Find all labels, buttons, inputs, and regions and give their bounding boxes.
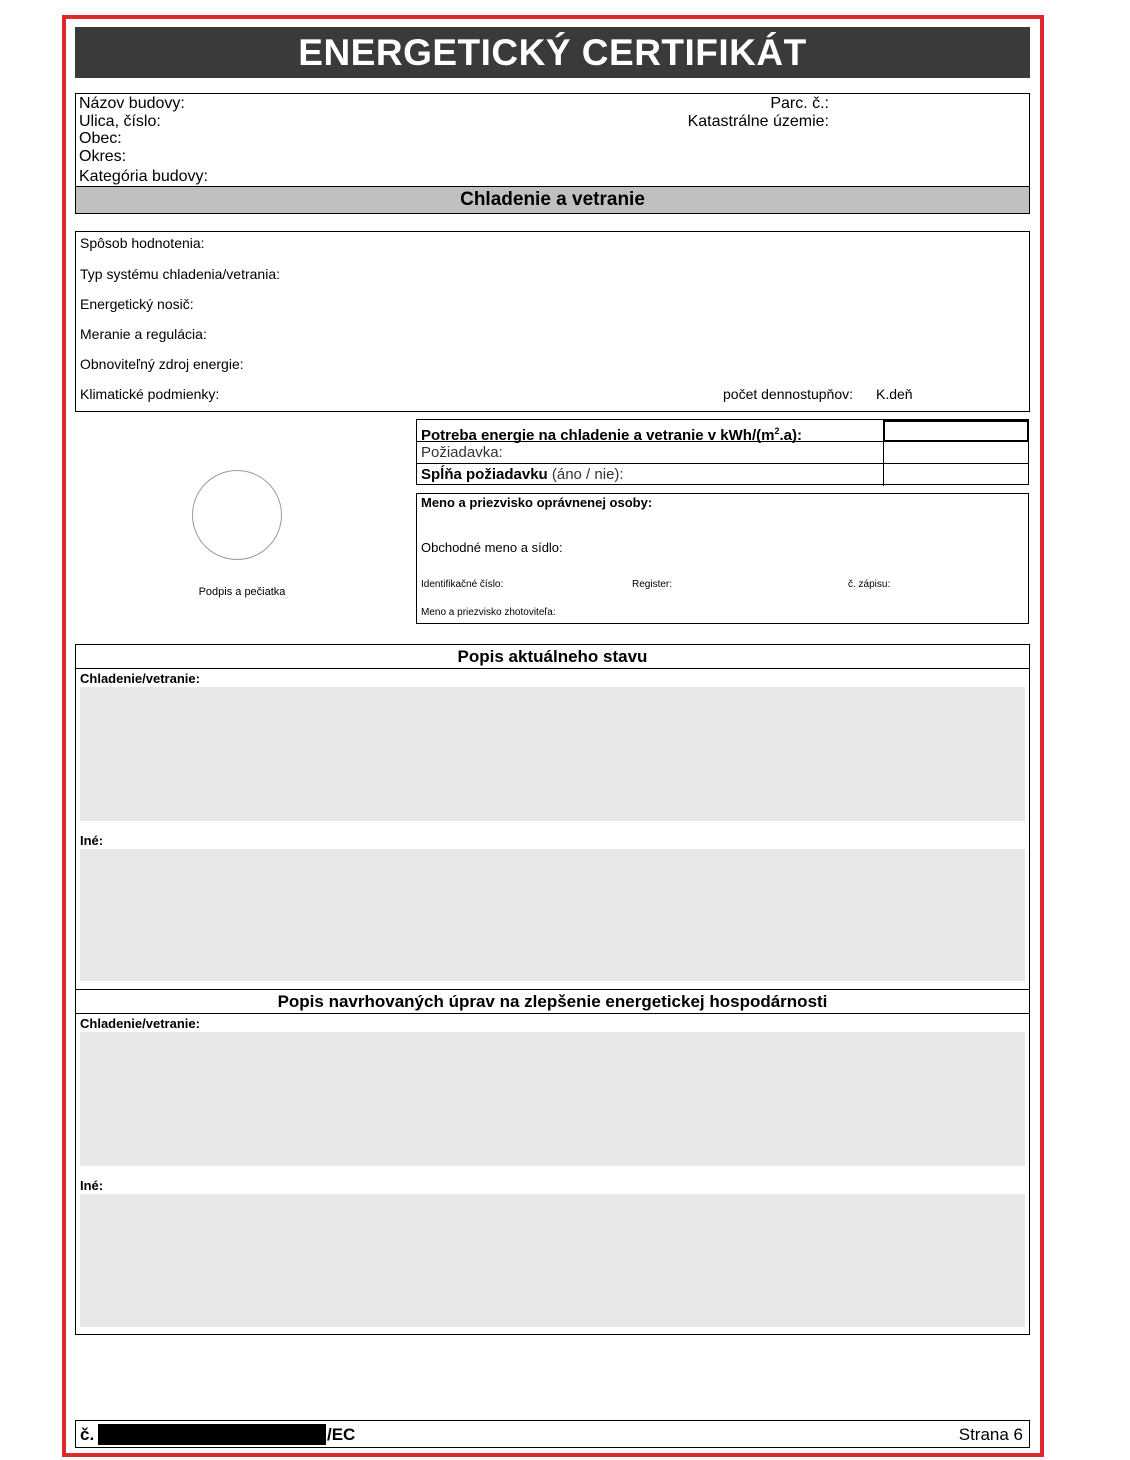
stamp-circle	[192, 470, 282, 560]
evaluation-method-label: Spôsob hodnotenia:	[80, 235, 205, 251]
municipality-label: Obec:	[79, 130, 122, 147]
maker-name-label: Meno a priezvisko zhotoviteľa:	[421, 607, 556, 618]
current-other-label: Iné:	[80, 833, 104, 848]
entry-number-label: č. zápisu:	[848, 579, 891, 590]
meets-requirement-label: Spĺňa požiadavku (áno / nie):	[421, 466, 624, 483]
climate-conditions-label: Klimatické podmienky:	[80, 386, 220, 402]
degree-days-unit: K.deň	[876, 386, 913, 402]
current-cooling-label: Chladenie/vetranie:	[80, 671, 200, 686]
section-title-bar: Chladenie a vetranie	[75, 186, 1030, 214]
energy-need-table	[416, 419, 1029, 485]
degree-days-label: počet dennostupňov:	[723, 386, 853, 402]
proposed-cooling-label: Chladenie/vetranie:	[80, 1016, 200, 1031]
proposed-other-label: Iné:	[80, 1178, 104, 1193]
page-number: Strana 6	[958, 1425, 1023, 1444]
certificate-title: ENERGETICKÝ CERTIFIKÁT	[75, 27, 1030, 78]
signature-stamp-label: Podpis a pečiatka	[198, 586, 286, 598]
energy-need-label: Potreba energie na chladenie a vetranie v kWh/$(m^2.a)$:	[417, 420, 883, 442]
energy-need-value-field[interactable]	[883, 420, 1029, 442]
page-footer	[75, 1420, 1030, 1448]
authorized-person-name-label: Meno a priezvisko oprávnenej osoby:	[421, 495, 653, 510]
identification-number-label: Identifikačné číslo:	[421, 579, 504, 590]
building-name-label: Názov budovy:	[79, 95, 185, 112]
proposed-other-textarea[interactable]	[80, 1194, 1025, 1327]
system-type-label: Typ systému chladenia/vetrania:	[80, 266, 280, 282]
register-label: Register:	[632, 579, 673, 590]
company-name-label: Obchodné meno a sídlo:	[421, 540, 563, 555]
district-label: Okres:	[79, 148, 127, 165]
building-category-label: Kategória budovy:	[79, 168, 208, 185]
requirement-value-field[interactable]	[883, 442, 1029, 464]
current-other-textarea[interactable]	[80, 849, 1025, 981]
descriptions-block	[75, 644, 1030, 1335]
building-address-block	[75, 93, 1030, 186]
renewable-source-label: Obnoviteľný zdroj energie:	[80, 356, 244, 372]
proposed-cooling-textarea[interactable]	[80, 1032, 1025, 1166]
current-cooling-textarea[interactable]	[80, 687, 1025, 821]
requirement-label: Požiadavka:	[417, 442, 883, 464]
street-label: Ulica, číslo:	[79, 113, 161, 130]
parcel-number-label: Parc. č.:	[770, 95, 829, 112]
cadastral-area-label: Katastrálne územie:	[687, 113, 829, 130]
redacted-certificate-number	[98, 1424, 326, 1445]
system-parameters-block	[75, 231, 1030, 412]
certificate-number-suffix: /EC	[327, 1425, 356, 1444]
current-state-title: Popis aktuálneho stavu	[76, 645, 1029, 669]
certificate-number-prefix: č.	[80, 1425, 95, 1444]
authorized-person-block	[416, 493, 1029, 624]
energy-carrier-label: Energetický nosič:	[80, 296, 194, 312]
proposed-improvements-title: Popis navrhovaných úprav na zlepšenie energetickej hospodárnosti	[76, 989, 1029, 1014]
measurement-regulation-label: Meranie a regulácia:	[80, 326, 207, 342]
meets-requirement-value-field[interactable]	[883, 464, 1029, 486]
